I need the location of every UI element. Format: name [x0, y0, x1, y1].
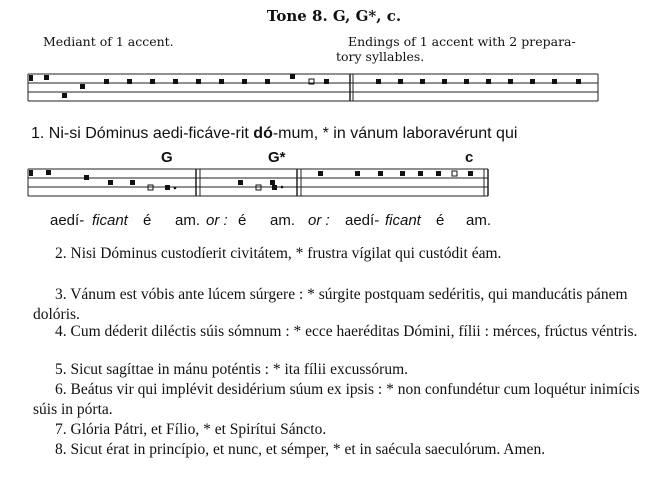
verse-1-text-a: Ni-si Dóminus aedi-ficáve-rit — [48, 125, 249, 142]
verse-1-text-b: -mum, * in vánum laboravérunt qui — [272, 125, 518, 142]
verse-3: 3. Vánum est vóbis ante lúcem súrgere : * súrgite postquam sedéritis, qui manducátis pánem dolóris. — [33, 286, 628, 323]
ending-label-c: c — [465, 149, 474, 166]
verse-8: 8. Sicut érat in princípio, et nunc, et sémper, * et in saécula saeculórum. Amen. — [55, 441, 546, 458]
page-title: Tone 8. G, G*, c. — [266, 7, 402, 25]
syllable: é — [238, 212, 247, 229]
verse-2: 2. Nisi Dóminus custodíerit civitátem, * frustra vígilat qui custódit éam. — [55, 245, 502, 262]
syllable: am. — [175, 212, 201, 229]
endings-label-line2: tory syllables. — [336, 49, 425, 64]
syllable: am. — [466, 212, 492, 229]
clef-icon — [29, 170, 33, 176]
syllable: ficant — [385, 212, 421, 229]
ending-label-g: G — [161, 149, 173, 166]
syllable: é — [436, 212, 445, 229]
verse-6: 6. Beátus vir qui implévit desidérium súum ex ipsis : * non confundétur cum loquétur inimícis súis in pórta. — [33, 381, 640, 418]
verse-1-accent: dó — [253, 125, 273, 142]
verse-1 — [31, 125, 517, 143]
syllable: ficant — [92, 212, 128, 229]
endings-label-line1: Endings of 1 accent with 2 prepara- — [348, 34, 576, 49]
verse-7: 7. Glória Pátri, et Fílio, * et Spirítui Sáncto. — [55, 421, 327, 438]
syllable: é — [143, 212, 152, 229]
or-separator: or : — [206, 212, 228, 229]
verse-1-number: 1. — [31, 125, 45, 142]
or-separator: or : — [308, 212, 330, 229]
verse-4: 4. Cum déderit diléctis súis sómnum : * ecce haeréditas Dómini, fílii : mérces, frúctus véntris. — [55, 323, 638, 340]
syllable: am. — [270, 212, 296, 229]
chant-staff-2 — [0, 161, 668, 205]
syllable: aedí- — [345, 212, 380, 229]
mediant-label: Mediant of 1 accent. — [43, 34, 174, 49]
verse-5: 5. Sicut sagíttae in mánu poténtis : * ita fílii excussórum. — [55, 361, 409, 378]
syllable: aedí- — [50, 212, 85, 229]
ending-label-g-star: G* — [268, 149, 286, 166]
clef-icon — [29, 75, 33, 81]
chant-staff-1 — [0, 64, 668, 114]
